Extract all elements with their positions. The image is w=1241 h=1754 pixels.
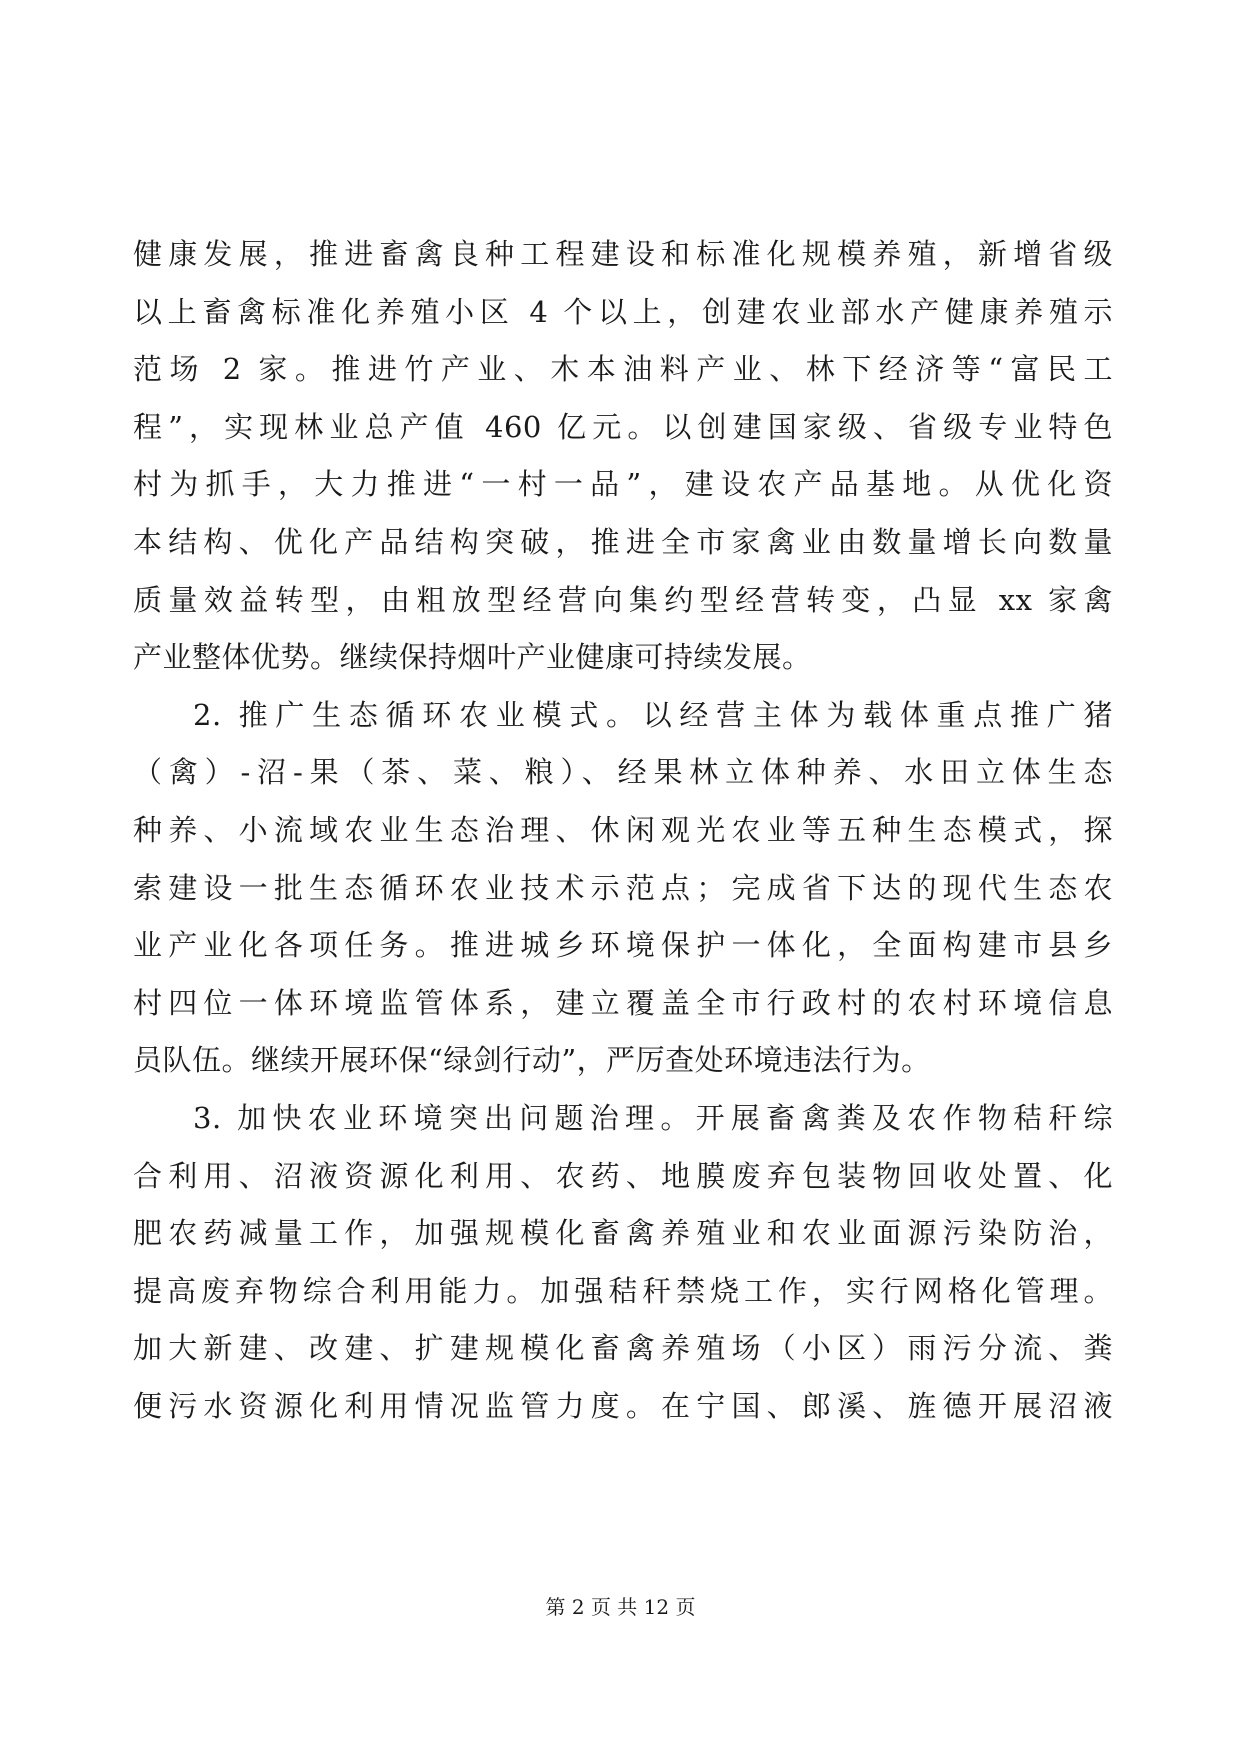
text-line: 范场 2 家。推进竹产业、木本油料产业、林下经济等“富民工 [133, 352, 1113, 387]
text-line: 产业整体优势。继续保持烟叶产业健康可持续发展。 [133, 640, 812, 675]
text-line: 提高废弃物综合利用能力。加强秸秆禁烧工作，实行网格化管理。 [133, 1273, 1113, 1308]
text-line: （禽）-沼-果（茶、菜、粮）、经果林立体种养、水田立体生态 [133, 755, 1113, 790]
text-line: 村四位一体环境监管体系，建立覆盖全市行政村的农村环境信息 [133, 985, 1113, 1020]
page-footer [0, 1595, 1241, 1619]
document-body [133, 226, 1113, 1435]
text-line: 程”，实现林业总产值 460 亿元。以创建国家级、省级专业特色 [133, 409, 1113, 444]
text-line: 员队伍。继续开展环保“绿剑行动”，严厉查处环境违法行为。 [133, 1043, 931, 1078]
text-line: 健康发展，推进畜禽良种工程建设和标准化规模养殖，新增省级 [133, 237, 1113, 271]
text-line: 3. 加快农业环境突出问题治理。开展畜禽粪及农作物秸秆综 [193, 1100, 1113, 1135]
page-number-label: 第 2 页 共 12 页 [545, 1595, 696, 1619]
text-line: 质量效益转型，由粗放型经营向集约型经营转变，凸显 xx 家禽 [133, 582, 1113, 617]
text-line: 村为抓手，大力推进“一村一品”，建设农产品基地。从优化资 [133, 467, 1113, 502]
text-line: 本结构、优化产品结构突破，推进全市家禽业由数量增长向数量 [133, 524, 1113, 559]
text-line: 索建设一批生态循环农业技术示范点；完成省下达的现代生态农 [133, 870, 1113, 905]
text-line: 2. 推广生态循环农业模式。以经营主体为载体重点推广猪 [193, 697, 1113, 732]
text-line: 合利用、沼液资源化利用、农药、地膜废弃包装物回收处置、化 [133, 1158, 1113, 1193]
text-line: 业产业化各项任务。推进城乡环境保护一体化，全面构建市县乡 [133, 928, 1113, 963]
text-line: 种养、小流域农业生态治理、休闲观光农业等五种生态模式，探 [133, 812, 1113, 847]
text-line: 肥农药减量工作，加强规模化畜禽养殖业和农业面源污染防治， [133, 1216, 1113, 1251]
text-line: 加大新建、改建、扩建规模化畜禽养殖场（小区）雨污分流、粪 [133, 1331, 1113, 1366]
text-line: 便污水资源化利用情况监管力度。在宁国、郎溪、旌德开展沼液 [133, 1388, 1113, 1423]
text-line: 以上畜禽标准化养殖小区 4 个以上，创建农业部水产健康养殖示 [133, 294, 1113, 329]
